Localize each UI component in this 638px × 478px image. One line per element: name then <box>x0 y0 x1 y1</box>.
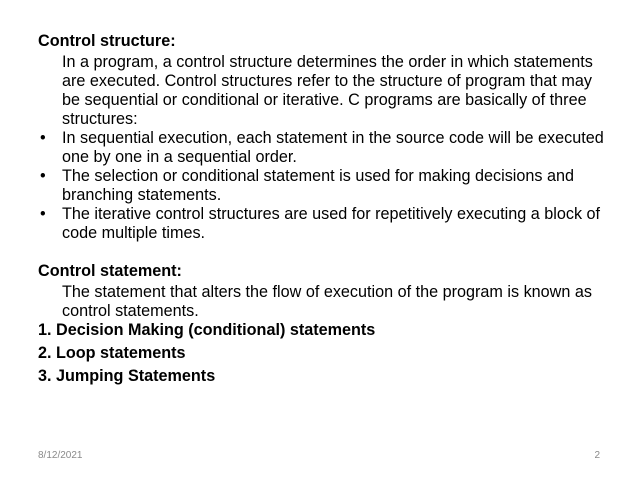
control-statement-heading: Control statement: <box>38 262 182 280</box>
control-statement-intro: The statement that alters the flow of execution of the program is known as control statements. <box>62 283 592 320</box>
list-item-decision-making: 1. Decision Making (conditional) statements <box>38 321 376 339</box>
bullet-selection <box>38 167 610 205</box>
bullet-iterative <box>38 205 610 243</box>
control-structure-intro: In a program, a control structure determines the order in which statements are executed. Control structures refer to the structure of program that may be sequential or conditional or iterative. C programs are basically of three structures: <box>62 53 593 128</box>
bullet-dot-icon: • <box>40 167 46 185</box>
footer-date: 8/12/2021 <box>38 450 83 461</box>
bullet-dot-icon: • <box>40 129 46 147</box>
bullet-sequential <box>38 129 610 167</box>
list-item-loop: 2. Loop statements <box>38 344 186 362</box>
statement-type-list <box>38 321 610 386</box>
bullet-text: The iterative control structures are used for repetitively executing a block of code multiple times. <box>62 205 601 242</box>
control-structure-heading: Control structure: <box>38 32 176 50</box>
bullet-text: The selection or conditional statement is used for making decisions and branching statements. <box>62 167 574 204</box>
bullet-text: In sequential execution, each statement in the source code will be executed one by one in a sequential order. <box>62 129 604 166</box>
structure-bullet-list <box>38 129 610 243</box>
list-item-jumping: 3. Jumping Statements <box>38 367 216 385</box>
bullet-dot-icon: • <box>40 205 46 223</box>
page-number: 2 <box>594 450 600 461</box>
slide-content <box>38 32 610 390</box>
section-spacer <box>38 243 610 262</box>
